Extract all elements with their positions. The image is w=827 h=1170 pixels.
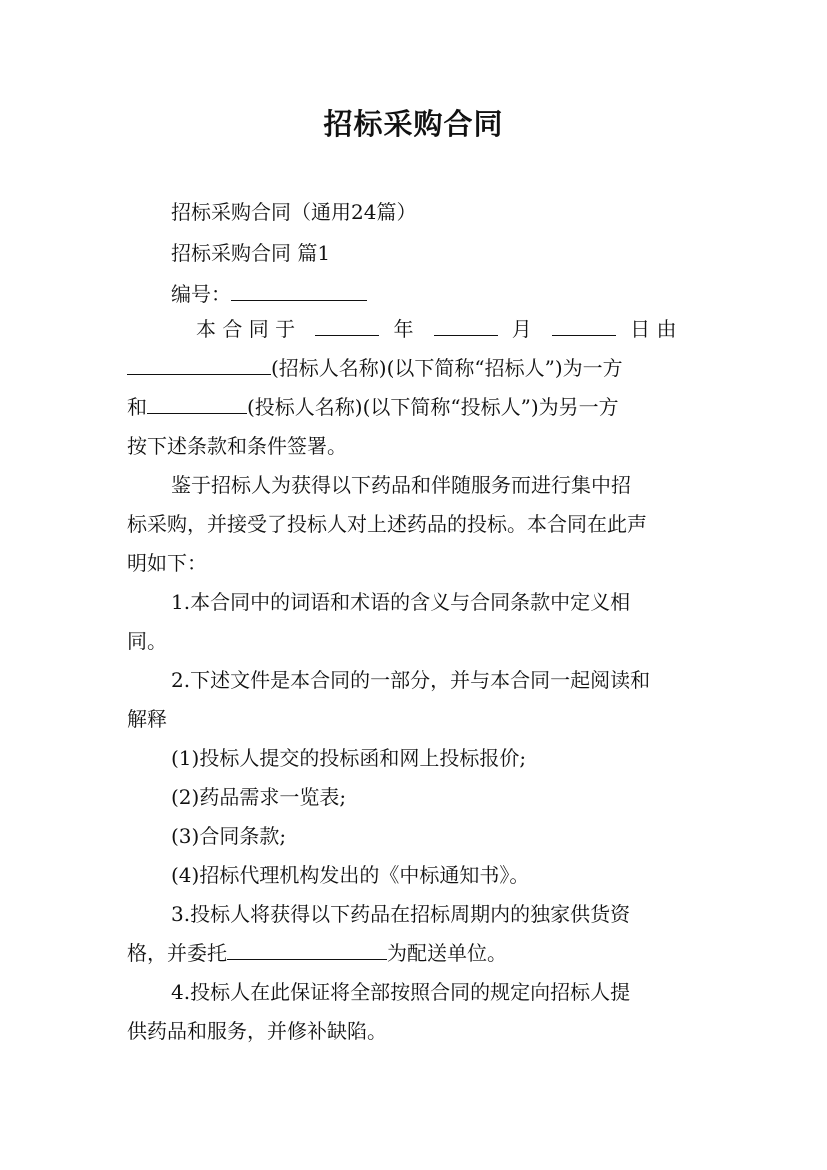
clause-4-line: 供药品和服务，并修补缺陷。 (127, 1019, 387, 1043)
clause-4-line: 4.投标人在此保证将全部按照合同的规定向招标人提 (171, 980, 631, 1004)
party-b-prefix: 和 (127, 395, 147, 419)
party-a-line (127, 356, 623, 380)
list-item: (3)合同条款; (171, 824, 287, 848)
month-blank (434, 317, 498, 336)
bidder-name-blank (147, 395, 247, 414)
clause-1-line: 1.本合同中的词语和术语的含义与合同条款中定义相 (171, 590, 631, 614)
paragraph-line: 鉴于招标人为获得以下药品和伴随服务而进行集中招 (171, 473, 631, 497)
month-label: 月 (511, 317, 532, 341)
paragraph-line: 按下述条款和条件签署。 (127, 434, 347, 458)
clause-3-line (127, 941, 507, 965)
list-item: (4)招标代理机构发出的《中标通知书》。 (171, 863, 530, 887)
party-b-line (127, 395, 619, 419)
document-title: 招标采购合同 (323, 107, 504, 141)
date-intro: 本 合 同 于 (196, 317, 296, 341)
year-label: 年 (393, 317, 414, 341)
contract-number-label: 编号： (171, 282, 231, 306)
list-item: (1)投标人提交的投标函和网上投标报价; (171, 746, 527, 770)
paragraph-line: 标采购，并接受了投标人对上述药品的投标。本合同在此声 (127, 512, 647, 536)
contract-number-line (171, 282, 367, 306)
distributor-blank (227, 941, 387, 960)
clause-3-suffix: 为配送单位。 (387, 941, 507, 965)
clause-2-line: 2.下述文件是本合同的一部分，并与本合同一起阅读和 (171, 668, 651, 692)
party-b-text: (投标人名称)(以下简称“投标人”)为另一方 (247, 395, 619, 419)
list-item: (2)药品需求一览表; (171, 785, 347, 809)
party-a-text: (招标人名称)(以下简称“招标人”)为一方 (271, 356, 623, 380)
day-blank (552, 317, 616, 336)
day-label: 日 由 (630, 317, 677, 341)
contract-number-blank (231, 282, 367, 301)
subtitle-line: 招标采购合同（通用24篇） (171, 200, 417, 224)
clause-3-prefix: 格，并委托 (127, 941, 227, 965)
date-line (196, 317, 677, 341)
year-blank (315, 317, 379, 336)
tenderer-name-blank (127, 356, 271, 375)
clause-1-line: 同。 (127, 629, 167, 653)
section-heading: 招标采购合同 篇1 (171, 241, 331, 265)
clause-2-line: 解释 (127, 707, 167, 731)
paragraph-line: 明如下： (127, 551, 207, 575)
clause-3-line: 3.投标人将获得以下药品在招标周期内的独家供货资 (171, 902, 631, 926)
